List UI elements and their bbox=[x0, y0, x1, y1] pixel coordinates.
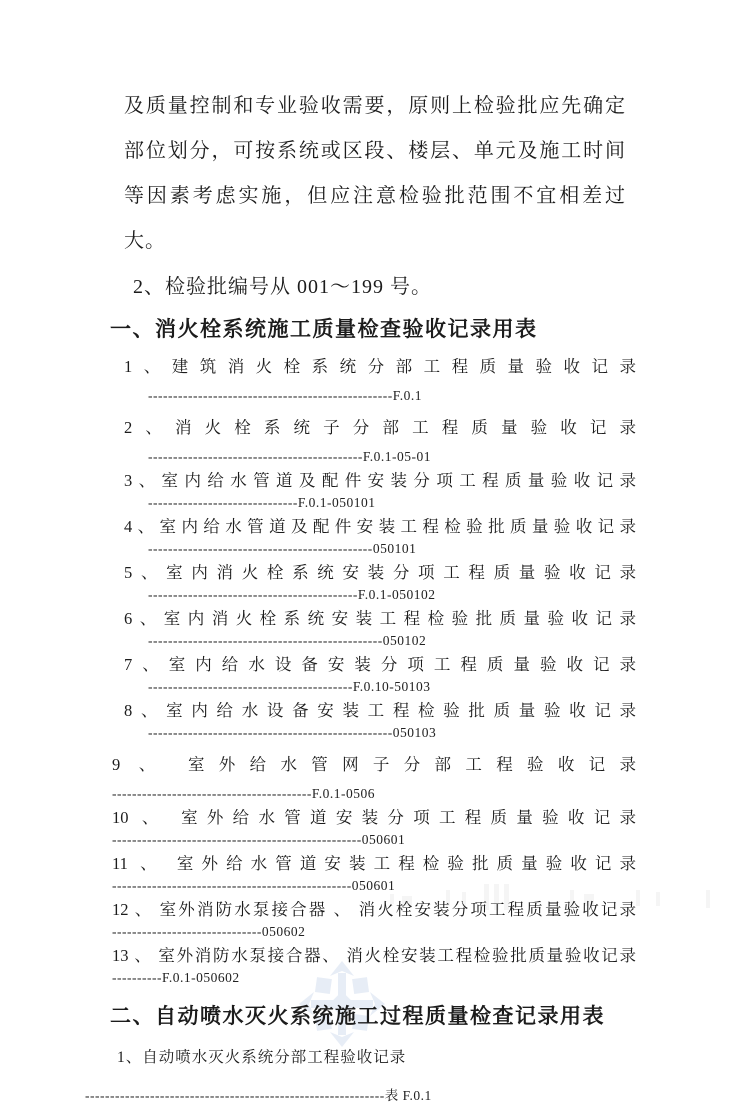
item-title: 13 、 室外消防水泵接合器、 消火栓安装工程检验批质量验收记录 bbox=[112, 946, 636, 965]
item-dashes: ------------------------------------------------- bbox=[148, 388, 393, 403]
item-dashline bbox=[148, 388, 744, 404]
item-title: 1、自动喷水灭火系统分部工程验收记录 bbox=[117, 1049, 407, 1066]
item-dashline bbox=[148, 495, 744, 511]
item-code: 050101 bbox=[372, 541, 417, 556]
section-1-heading: 一、消火栓系统施工质量检查验收记录用表 bbox=[110, 317, 538, 341]
item-title: 12 、 室外消防水泵接合器 、 消火栓安装分项工程质量验收记录 bbox=[112, 900, 636, 919]
list-item bbox=[0, 562, 744, 603]
item-title: 3、室内给水管道及配件安装分项工程质量验收记录 bbox=[124, 471, 636, 490]
item-dashline bbox=[112, 832, 744, 848]
section-2-heading: 二、自动喷水灭火系统施工过程质量检查记录用表 bbox=[110, 1004, 605, 1028]
list-item bbox=[0, 516, 744, 557]
item-title: 7、室内给水设备安装分项工程质量验收记录 bbox=[124, 655, 636, 674]
item-code: 050103 bbox=[392, 725, 437, 740]
item-dashes: ------------------------------------------------ bbox=[112, 878, 352, 893]
numbering-note: 2、检验批编号从 001～199 号。 bbox=[133, 276, 432, 298]
item-dashes: ------------------------------ bbox=[148, 495, 298, 510]
item-title: 6、室内消火栓系统安装工程检验批质量验收记录 bbox=[124, 609, 636, 628]
item-dashline bbox=[112, 878, 744, 894]
item-dashes: ---------- bbox=[112, 970, 162, 985]
item-dashline bbox=[85, 1084, 744, 1104]
item-dashes: ----------------------------------------- bbox=[148, 679, 353, 694]
item-code: F.0.1 bbox=[392, 388, 422, 403]
item-title: 10 、 室外给水管道安装分项工程质量验收记录 bbox=[112, 808, 636, 827]
item-title: 2、消火栓系统子分部工程质量验收记录 bbox=[124, 418, 636, 437]
list-item bbox=[0, 470, 744, 511]
item-dashes: ---------------------------------------- bbox=[112, 786, 312, 801]
intro-paragraph: 及质量控制和专业验收需要，原则上检验批应先确定部位划分，可按系统或区段、楼层、单元及施工时间等因素考虑实施，但应注意检验批范围不宜相差过大。 bbox=[124, 95, 626, 252]
list-item bbox=[0, 853, 744, 894]
item-dashline bbox=[112, 970, 744, 986]
item-code: F.0.1-050101 bbox=[297, 495, 376, 510]
item-code: 050102 bbox=[382, 633, 427, 648]
item-dashes: --------------------------------------------- bbox=[148, 541, 373, 556]
list-item bbox=[0, 807, 744, 848]
item-dashes: ------------------------------------------------- bbox=[148, 725, 393, 740]
item-title: 9 、 室外给水管网子分部工程验收记录 bbox=[112, 755, 636, 774]
item-dashline bbox=[112, 924, 744, 940]
item-title: 11 、 室外给水管道安装工程检验批质量验收记录 bbox=[112, 854, 636, 873]
item-title: 4、室内给水管道及配件安装工程检验批质量验收记录 bbox=[124, 517, 636, 536]
list-item bbox=[0, 417, 744, 465]
list-item bbox=[0, 754, 744, 802]
item-dashes: ----------------------------------------------- bbox=[148, 633, 383, 648]
item-code: F.0.1-0506 bbox=[311, 786, 376, 801]
item-title: 5、室内消火栓系统安装分项工程质量验收记录 bbox=[124, 563, 636, 582]
item-dashline bbox=[112, 786, 744, 802]
list-item bbox=[0, 899, 744, 940]
item-dashes: ------------------------------------------------------------ bbox=[85, 1088, 385, 1103]
item-code: 表 F.0.1 bbox=[384, 1088, 432, 1103]
list-item bbox=[0, 654, 744, 695]
item-dashes: ------------------------------------------- bbox=[148, 449, 363, 464]
item-code: F.0.1-050602 bbox=[161, 970, 240, 985]
item-dashes: -------------------------------------------------- bbox=[112, 832, 362, 847]
list-item bbox=[0, 1048, 744, 1104]
item-dashline bbox=[148, 587, 744, 603]
item-code: F.0.1-050102 bbox=[357, 587, 436, 602]
item-dashline bbox=[148, 633, 744, 649]
item-code: 050602 bbox=[261, 924, 306, 939]
item-code: 050601 bbox=[361, 832, 406, 847]
item-code: F.0.10-50103 bbox=[352, 679, 431, 694]
item-dashline bbox=[148, 725, 744, 741]
list-item bbox=[0, 608, 744, 649]
item-dashline bbox=[148, 541, 744, 557]
item-dashes: ------------------------------ bbox=[112, 924, 262, 939]
list-item bbox=[0, 356, 744, 404]
list-item bbox=[0, 945, 744, 986]
list-item bbox=[0, 700, 744, 741]
item-title: 8、室内给水设备安装工程检验批质量验收记录 bbox=[124, 701, 636, 720]
item-dashline bbox=[148, 449, 744, 465]
item-code: F.0.1-05-01 bbox=[362, 449, 431, 464]
item-dashes: ------------------------------------------ bbox=[148, 587, 358, 602]
item-title: 1、建筑消火栓系统分部工程质量验收记录 bbox=[124, 357, 636, 376]
item-code: 050601 bbox=[351, 878, 396, 893]
item-dashline bbox=[148, 679, 744, 695]
